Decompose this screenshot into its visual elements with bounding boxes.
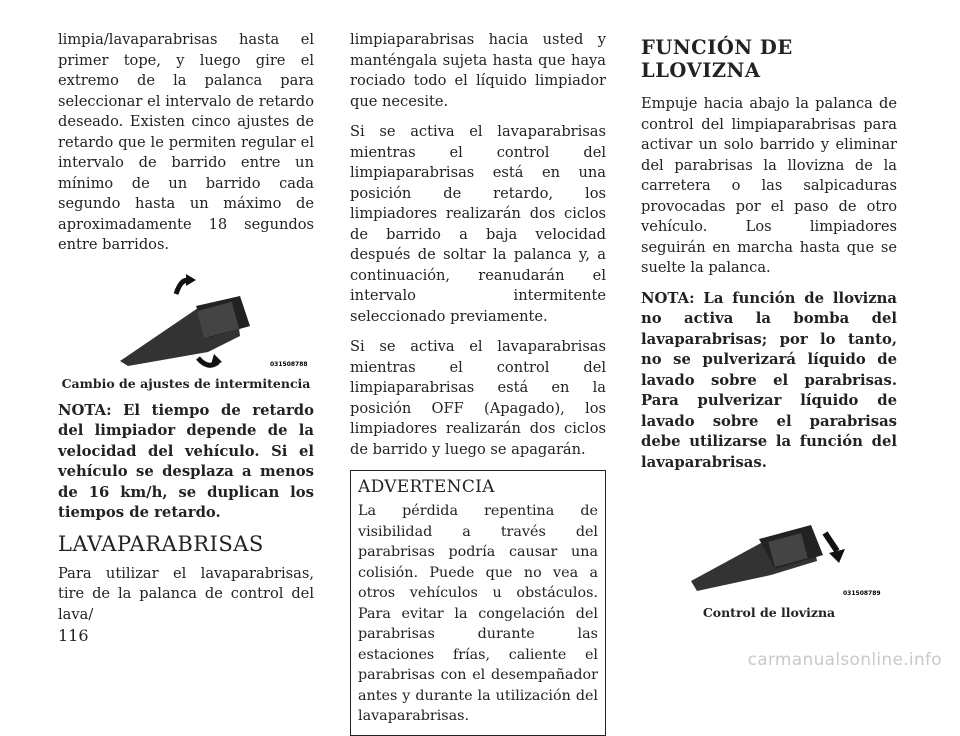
paragraph-off-washer: Si se activa el lavaparabrisas mientras el control del limpiaparabrisas está en la posición OFF (Apagado), los limpiadores realizarán dos ciclos de barrido y luego se apagarán.	[350, 338, 606, 458]
warning-box	[350, 470, 606, 736]
paragraph-washer-continued: limpiaparabrisas hacia usted y manténgala sujeta hasta que haya rociado todo el líquido limpiador que necesite.	[350, 31, 606, 110]
figure-caption: Cambio de ajustes de intermitencia	[61, 375, 311, 391]
wiper-lever-illustration	[58, 266, 314, 374]
column-right	[641, 30, 897, 630]
warning-title: ADVERTENCIA	[358, 477, 495, 497]
mist-lever-illustration	[641, 481, 897, 603]
paragraph-delay-settings: limpia/lavaparabrisas hasta el primer tope, y luego gire el extremo de la palanca para seleccionar el intervalo de retardo deseado. Existen cinco ajustes de retardo que le permiten regular el intervalo de barrido entre un mínimo de un barrido cada segundo hasta un máximo de aproximadamente 18 segundos entre barridos.	[58, 31, 314, 253]
page-number: 116	[58, 626, 89, 645]
note-mist: NOTA: La función de llovizna no activa la bomba del lavaparabrisas; por lo tanto, no se pulverizará líquido de lavado sobre el parabrisas. Para pulverizar líquido de lavado sobre el parabrisas debe utilizarse la función del lavaparabrisas.	[641, 289, 897, 471]
warning-text: La pérdida repentina de visibilidad a través del parabrisas podría causar una colisión. Puede que no vea a otros vehículos u obstáculos. Para evitar la congelación del parabrisas durante las estaciones frías, caliente el parabrisas con el desempañador antes y durante la utilización del lavaparabrisas.	[358, 503, 598, 724]
note-delay: NOTA: El tiempo de retardo del limpiador depende de la velocidad del vehículo. Si el vehículo se desplaza a menos de 16 km/h, se duplican los tiempos de retardo.	[58, 401, 314, 521]
heading-washer: LAVAPARABRISAS	[58, 531, 264, 556]
column-middle	[350, 30, 606, 736]
figure-caption: Control de llovizna	[702, 605, 836, 620]
paragraph-mist: Empuje hacia abajo la palanca de control del limpiaparabrisas para activar un solo barrido y eliminar del parabrisas la llovizna de la carretera o las salpicaduras provocadas por el paso de otro vehículo. Los limpiadores seguirán en marcha hasta que se suelte la palanca.	[641, 95, 897, 276]
watermark: carmanualsonline.info	[747, 650, 942, 670]
figure-code: 031508788	[270, 360, 308, 368]
figure-mist-control	[641, 481, 897, 603]
paragraph-washer: Para utilizar el lavaparabrisas, tire de la palanca de control del lava/	[58, 564, 314, 623]
figure-code: 031508789	[843, 590, 881, 597]
figure-intermittent-settings	[58, 266, 314, 374]
heading-mist: FUNCIÓN DE LLOVIZNA	[641, 36, 793, 82]
paragraph-delay-washer: Si se activa el lavaparabrisas mientras el control del limpiaparabrisas está en una posición de retardo, los limpiadores realizarán dos ciclos de barrido a baja velocidad después de soltar la palanca y, a continuación, reanudarán el intervalo intermitente seleccionado previamente.	[350, 123, 606, 325]
column-left	[58, 30, 314, 635]
